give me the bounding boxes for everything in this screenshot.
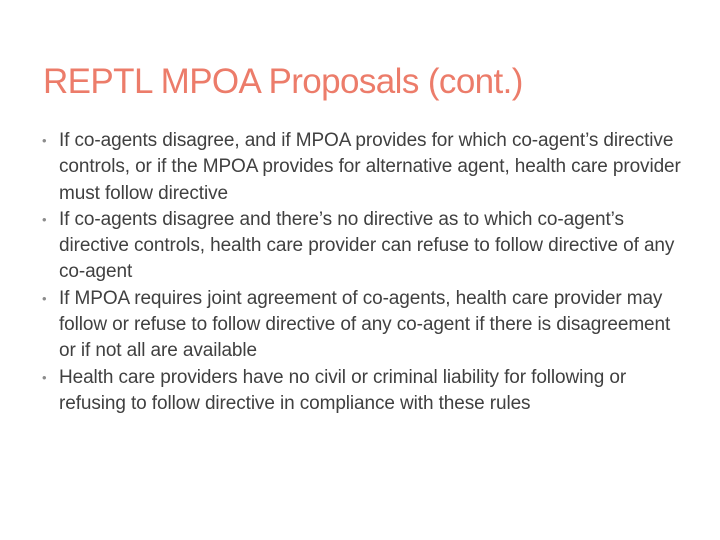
bullet-text: If co-agents disagree, and if MPOA provides for which co-agent’s directive controls, or if the MPOA provides for alternative agent, health care provider must follow directive xyxy=(59,130,681,204)
bullet-dot-icon: • xyxy=(42,290,47,306)
bullet-item xyxy=(42,286,692,365)
bullet-text: Health care providers have no civil or criminal liability for following or refusing to follow directive in compliance with these rules xyxy=(59,366,627,414)
bullet-dot-icon: • xyxy=(42,211,47,227)
bullet-item xyxy=(42,128,692,207)
bullet-item xyxy=(42,365,692,418)
bullet-list xyxy=(42,128,692,417)
bullet-dot-icon: • xyxy=(42,133,47,148)
bullet-text: If MPOA requires joint agreement of co-agents, health care provider may follow or refuse to follow directive of any co-agent if there is disagreement or if not all are available xyxy=(59,287,671,362)
bullet-text: If co-agents disagree and there’s no directive as to which co-agent’s directive controls, health care provider can refuse to follow directive of any co-agent xyxy=(59,208,675,283)
bullet-dot-icon: • xyxy=(42,369,47,385)
bullet-item xyxy=(42,207,692,286)
slide-title: REPTL MPOA Proposals (cont.) xyxy=(43,62,523,101)
